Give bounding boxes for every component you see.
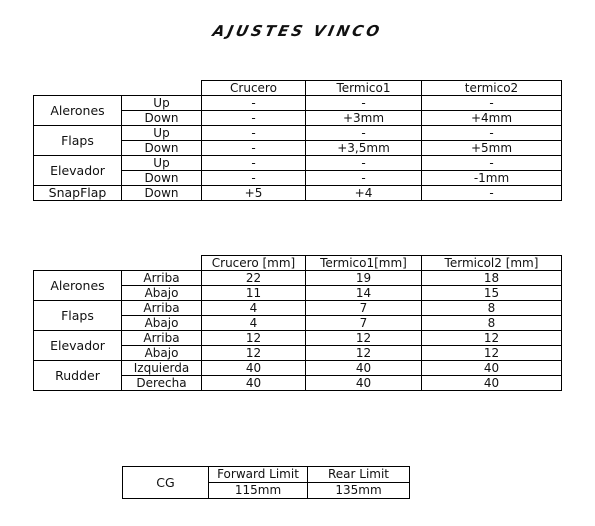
direction-label: Arriba xyxy=(122,331,202,346)
direction-label: Up xyxy=(122,126,202,141)
direction-label: Down xyxy=(122,141,202,156)
group-label: Rudder xyxy=(34,361,122,391)
value-cell: - xyxy=(202,126,306,141)
value-cell: 40 xyxy=(422,376,562,391)
header-row xyxy=(34,81,562,96)
value-cell: - xyxy=(202,96,306,111)
header-blank xyxy=(34,256,202,271)
cg-label: CG xyxy=(123,467,209,499)
forward-limit-value: 115mm xyxy=(209,483,308,499)
direction-label: Abajo xyxy=(122,286,202,301)
value-cell: +3mm xyxy=(306,111,422,126)
forward-limit-label: Forward Limit xyxy=(209,467,308,483)
rear-limit-label: Rear Limit xyxy=(308,467,410,483)
value-cell: 7 xyxy=(306,316,422,331)
group-label: Flaps xyxy=(34,301,122,331)
direction-label: Abajo xyxy=(122,346,202,361)
throws-table xyxy=(33,255,562,391)
header-blank xyxy=(34,81,202,96)
direction-label: Down xyxy=(122,186,202,201)
value-cell: - xyxy=(306,156,422,171)
direction-label: Down xyxy=(122,111,202,126)
table-row xyxy=(34,126,562,141)
value-cell: 40 xyxy=(306,376,422,391)
value-cell: 8 xyxy=(422,316,562,331)
direction-label: Abajo xyxy=(122,316,202,331)
value-cell: 12 xyxy=(306,331,422,346)
value-cell: +5mm xyxy=(422,141,562,156)
direction-label: Arriba xyxy=(122,271,202,286)
column-header: Termicol2 [mm] xyxy=(422,256,562,271)
value-cell: 40 xyxy=(306,361,422,376)
rear-limit-value: 135mm xyxy=(308,483,410,499)
table-row xyxy=(34,331,562,346)
value-cell: - xyxy=(422,186,562,201)
value-cell: - xyxy=(422,96,562,111)
value-cell: +4 xyxy=(306,186,422,201)
header-row xyxy=(34,256,562,271)
group-label: Flaps xyxy=(34,126,122,156)
value-cell: 18 xyxy=(422,271,562,286)
value-cell: -1mm xyxy=(422,171,562,186)
value-cell: - xyxy=(306,126,422,141)
group-label: Elevador xyxy=(34,156,122,186)
value-cell: +5 xyxy=(202,186,306,201)
cg-table xyxy=(122,466,410,499)
value-cell: 12 xyxy=(306,346,422,361)
group-label: Alerones xyxy=(34,271,122,301)
table-row xyxy=(34,96,562,111)
direction-label: Izquierda xyxy=(122,361,202,376)
direction-label: Up xyxy=(122,156,202,171)
value-cell: - xyxy=(202,111,306,126)
value-cell: 19 xyxy=(306,271,422,286)
value-cell: +3,5mm xyxy=(306,141,422,156)
group-label: SnapFlap xyxy=(34,186,122,201)
value-cell: 12 xyxy=(422,346,562,361)
table-row xyxy=(34,156,562,171)
table-row xyxy=(34,186,562,201)
value-cell: 11 xyxy=(202,286,306,301)
value-cell: - xyxy=(422,126,562,141)
group-label: Alerones xyxy=(34,96,122,126)
column-header: Termico1[mm] xyxy=(306,256,422,271)
value-cell: 22 xyxy=(202,271,306,286)
value-cell: 8 xyxy=(422,301,562,316)
value-cell: 4 xyxy=(202,301,306,316)
value-cell: 15 xyxy=(422,286,562,301)
direction-label: Derecha xyxy=(122,376,202,391)
value-cell: 40 xyxy=(202,361,306,376)
group-label: Elevador xyxy=(34,331,122,361)
document-title: AJUSTES VINCO xyxy=(210,22,385,40)
table-row xyxy=(34,361,562,376)
table-row xyxy=(34,301,562,316)
value-cell: 12 xyxy=(202,346,306,361)
value-cell: 12 xyxy=(202,331,306,346)
cg-header-row xyxy=(123,467,410,483)
column-header: Crucero xyxy=(202,81,306,96)
value-cell: - xyxy=(306,96,422,111)
value-cell: 40 xyxy=(202,376,306,391)
value-cell: - xyxy=(202,171,306,186)
value-cell: 7 xyxy=(306,301,422,316)
direction-label: Up xyxy=(122,96,202,111)
value-cell: - xyxy=(422,156,562,171)
value-cell: 14 xyxy=(306,286,422,301)
value-cell: +4mm xyxy=(422,111,562,126)
direction-label: Down xyxy=(122,171,202,186)
value-cell: - xyxy=(306,171,422,186)
column-header: Crucero [mm] xyxy=(202,256,306,271)
value-cell: - xyxy=(202,141,306,156)
value-cell: 4 xyxy=(202,316,306,331)
table-row xyxy=(34,271,562,286)
value-cell: 40 xyxy=(422,361,562,376)
value-cell: - xyxy=(202,156,306,171)
column-header: termico2 xyxy=(422,81,562,96)
value-cell: 12 xyxy=(422,331,562,346)
settings-table xyxy=(33,80,562,201)
direction-label: Arriba xyxy=(122,301,202,316)
column-header: Termico1 xyxy=(306,81,422,96)
